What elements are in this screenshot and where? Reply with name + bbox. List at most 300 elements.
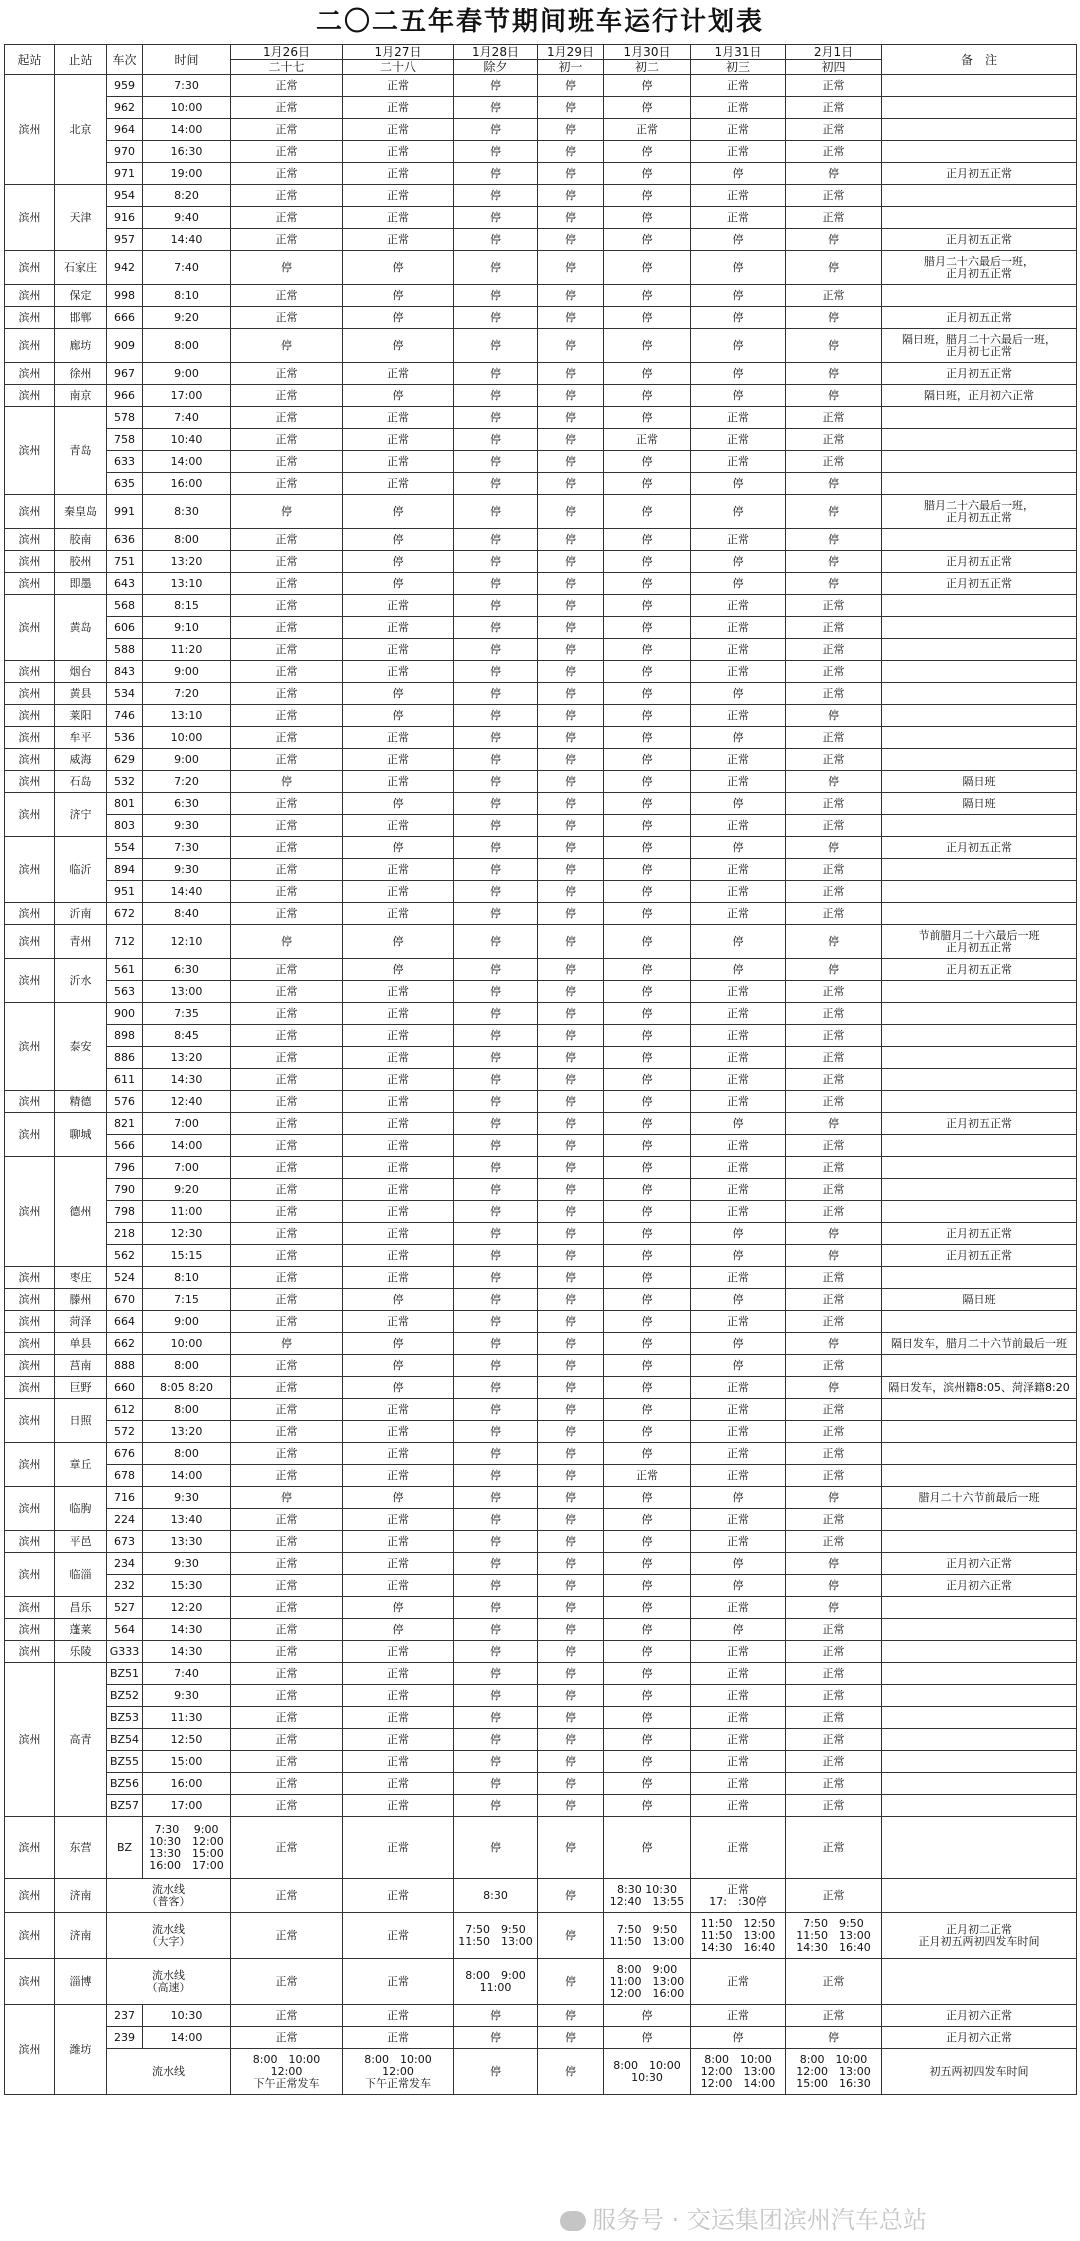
status-cell: 停 (604, 771, 691, 793)
status-cell: 正常 (343, 661, 454, 683)
remark-cell: 正月初五正常 (882, 1223, 1077, 1245)
status-cell: 停 (691, 385, 786, 407)
origin-station: 滨州 (5, 1311, 55, 1333)
status-cell: 停 (454, 1333, 538, 1355)
status-cell: 正常 (786, 119, 882, 141)
train-number: 612 (107, 1399, 143, 1421)
departure-time: 10:40 (143, 429, 231, 451)
origin-station: 滨州 (5, 1619, 55, 1641)
remark-cell: 腊月二十六最后一班， 正月初五正常 (882, 251, 1077, 285)
status-cell: 正常 (343, 75, 454, 97)
status-cell: 停 (538, 595, 604, 617)
departure-time: 9:30 (143, 859, 231, 881)
status-cell: 正常 (786, 859, 882, 881)
status-cell: 停 (454, 529, 538, 551)
status-cell: 停 (786, 1113, 882, 1135)
destination-station: 黄岛 (55, 595, 107, 661)
status-cell: 停 (343, 837, 454, 859)
status-cell: 正常 (343, 1223, 454, 1245)
destination-station: 淄博 (55, 1959, 107, 2005)
status-cell: 停 (538, 1597, 604, 1619)
status-cell: 正常 (343, 1091, 454, 1113)
departure-time: 15:00 (143, 1751, 231, 1773)
status-cell: 正常 (343, 617, 454, 639)
status-cell: 停 (538, 1913, 604, 1959)
status-cell: 停 (604, 185, 691, 207)
table-row (5, 617, 1077, 639)
origin-station: 滨州 (5, 1003, 55, 1091)
status-cell: 正常 (343, 1157, 454, 1179)
status-cell: 正常 (231, 141, 343, 163)
table-row (5, 229, 1077, 251)
status-cell: 正常 (231, 1913, 343, 1959)
status-cell: 停 (786, 1245, 882, 1267)
status-cell: 停 (538, 251, 604, 285)
departure-time: 9:20 (143, 307, 231, 329)
status-cell: 停 (691, 1575, 786, 1597)
train-number: 643 (107, 573, 143, 595)
status-cell: 停 (538, 793, 604, 815)
table-row (5, 207, 1077, 229)
status-cell: 正常 (786, 207, 882, 229)
status-cell: 正常 (691, 749, 786, 771)
origin-station: 滨州 (5, 363, 55, 385)
status-cell: 正常 (691, 1157, 786, 1179)
table-row (5, 1913, 1077, 1959)
origin-station: 滨州 (5, 1597, 55, 1619)
status-cell: 停 (538, 1959, 604, 2005)
status-cell: 正常 (231, 815, 343, 837)
status-cell: 停 (538, 97, 604, 119)
status-cell: 正常 (231, 1575, 343, 1597)
train-number: BZ57 (107, 1795, 143, 1817)
departure-time: 9:00 (143, 363, 231, 385)
status-cell: 停 (786, 1333, 882, 1355)
service-account-icon (560, 2211, 586, 2231)
status-cell: 8:00 10:00 12:00 下午正常发车 (343, 2049, 454, 2095)
table-row (5, 1003, 1077, 1025)
remark-cell (882, 1509, 1077, 1531)
remark-cell (882, 1201, 1077, 1223)
departure-time: 6:30 (143, 959, 231, 981)
status-cell: 停 (538, 2027, 604, 2049)
status-cell: 正常 (786, 451, 882, 473)
status-cell: 停 (604, 1069, 691, 1091)
destination-station: 沂南 (55, 903, 107, 925)
destination-station: 高青 (55, 1663, 107, 1817)
train-number: 527 (107, 1597, 143, 1619)
status-cell: 停 (604, 2027, 691, 2049)
status-cell: 停 (786, 1487, 882, 1509)
departure-time: 10:00 (143, 1333, 231, 1355)
status-cell: 停 (786, 163, 882, 185)
status-cell: 7:50 9:50 11:50 13:00 (604, 1913, 691, 1959)
status-cell: 停 (691, 1487, 786, 1509)
table-row (5, 881, 1077, 903)
departure-time: 7:30 (143, 75, 231, 97)
table-row (5, 661, 1077, 683)
status-cell: 停 (454, 1091, 538, 1113)
train-number: 572 (107, 1421, 143, 1443)
header-lunar-date: 初四 (786, 60, 882, 75)
status-cell: 停 (343, 529, 454, 551)
remark-cell: 隔日发车，腊月二十六节前最后一班 (882, 1333, 1077, 1355)
status-cell: 正常 (231, 1025, 343, 1047)
remark-cell (882, 683, 1077, 705)
destination-station: 单县 (55, 1333, 107, 1355)
status-cell: 停 (231, 925, 343, 959)
status-cell: 停 (538, 1311, 604, 1333)
header-remark: 备 注 (882, 45, 1077, 75)
status-cell: 正常 (231, 661, 343, 683)
status-cell: 停 (454, 749, 538, 771)
status-cell: 停 (604, 1729, 691, 1751)
status-cell: 正常 (786, 1003, 882, 1025)
status-cell: 停 (454, 959, 538, 981)
table-row (5, 1333, 1077, 1355)
train-number: 716 (107, 1487, 143, 1509)
departure-time: 13:20 (143, 1421, 231, 1443)
header-date: 1月29日 (538, 45, 604, 60)
train-number: 676 (107, 1443, 143, 1465)
status-cell: 正常 (691, 1641, 786, 1663)
table-row (5, 925, 1077, 959)
status-cell: 正常 (691, 1091, 786, 1113)
remark-cell (882, 119, 1077, 141)
table-row (5, 771, 1077, 793)
destination-station: 巨野 (55, 1377, 107, 1399)
table-header (5, 45, 1077, 75)
train-number: 629 (107, 749, 143, 771)
origin-station: 滨州 (5, 573, 55, 595)
header-destination: 止站 (55, 45, 107, 75)
page-title: 二〇二五年春节期间班车运行计划表 (315, 7, 764, 37)
table-row (5, 1729, 1077, 1751)
table-row (5, 1575, 1077, 1597)
remark-cell (882, 903, 1077, 925)
status-cell: 停 (454, 551, 538, 573)
status-cell: 正常 (691, 1201, 786, 1223)
table-row (5, 1245, 1077, 1267)
status-cell: 停 (604, 1267, 691, 1289)
destination-station: 保定 (55, 285, 107, 307)
origin-station: 滨州 (5, 251, 55, 285)
table-row (5, 1223, 1077, 1245)
status-cell: 停 (604, 207, 691, 229)
status-cell: 停 (691, 163, 786, 185)
departure-time: 15:15 (143, 1245, 231, 1267)
departure-time: 19:00 (143, 163, 231, 185)
destination-station: 蓬莱 (55, 1619, 107, 1641)
departure-time: 9:10 (143, 617, 231, 639)
departure-time: 7:00 (143, 1113, 231, 1135)
status-cell: 停 (691, 837, 786, 859)
status-cell: 正常 (231, 1531, 343, 1553)
origin-station: 滨州 (5, 1355, 55, 1377)
status-cell: 正常 (691, 1509, 786, 1531)
status-cell: 停 (538, 229, 604, 251)
status-cell: 停 (343, 1289, 454, 1311)
status-cell: 停 (538, 1619, 604, 1641)
status-cell: 正常 (343, 1003, 454, 1025)
train-number: 239 (107, 2027, 143, 2049)
status-cell: 停 (786, 385, 882, 407)
status-cell: 停 (538, 385, 604, 407)
status-cell: 停 (604, 859, 691, 881)
status-cell: 正常 (231, 1355, 343, 1377)
table-row (5, 285, 1077, 307)
departure-time: 8:30 (143, 495, 231, 529)
status-cell: 正常 (231, 1157, 343, 1179)
status-cell: 停 (691, 285, 786, 307)
table-row (5, 163, 1077, 185)
remark-cell: 正月初五正常 (882, 573, 1077, 595)
remark-cell (882, 1707, 1077, 1729)
table-row (5, 705, 1077, 727)
destination-station: 徐州 (55, 363, 107, 385)
train-number: 606 (107, 617, 143, 639)
remark-cell (882, 1959, 1077, 2005)
status-cell: 正常 (691, 119, 786, 141)
status-cell: 停 (454, 1465, 538, 1487)
status-cell: 停 (604, 1047, 691, 1069)
status-cell: 停 (604, 1355, 691, 1377)
status-cell: 正常 (231, 1773, 343, 1795)
status-cell: 停 (538, 285, 604, 307)
status-cell: 停 (538, 329, 604, 363)
destination-station: 即墨 (55, 573, 107, 595)
origin-station: 滨州 (5, 771, 55, 793)
status-cell: 正常 17: :30停 (691, 1879, 786, 1913)
status-cell: 正常 (786, 1135, 882, 1157)
status-cell: 停 (454, 837, 538, 859)
departure-time: 9:00 (143, 661, 231, 683)
train-number: 536 (107, 727, 143, 749)
departure-time: 14:00 (143, 2027, 231, 2049)
status-cell: 停 (691, 573, 786, 595)
status-cell: 停 (538, 1817, 604, 1879)
status-cell: 正常 (691, 1421, 786, 1443)
status-cell: 停 (604, 573, 691, 595)
destination-station: 牟平 (55, 727, 107, 749)
origin-station: 滨州 (5, 529, 55, 551)
remark-cell: 正月初五正常 (882, 163, 1077, 185)
status-cell: 正常 (343, 207, 454, 229)
departure-time: 7:15 (143, 1289, 231, 1311)
status-cell: 停 (538, 363, 604, 385)
status-cell: 停 (538, 1135, 604, 1157)
table-row (5, 141, 1077, 163)
table-row (5, 1179, 1077, 1201)
departure-time: 8:00 (143, 329, 231, 363)
remark-cell (882, 749, 1077, 771)
remark-cell (882, 207, 1077, 229)
status-cell: 正常 (231, 185, 343, 207)
status-cell: 停 (604, 1597, 691, 1619)
table-row (5, 1751, 1077, 1773)
status-cell: 正常 (231, 727, 343, 749)
departure-time: 12:50 (143, 1729, 231, 1751)
status-cell: 停 (604, 551, 691, 573)
remark-cell: 正月初六正常 (882, 2027, 1077, 2049)
status-cell: 正常 (343, 2027, 454, 2049)
status-cell: 正常 (231, 749, 343, 771)
status-cell: 停 (538, 1685, 604, 1707)
origin-station: 滨州 (5, 1663, 55, 1817)
status-cell: 正常 (786, 1707, 882, 1729)
train-number: 633 (107, 451, 143, 473)
origin-station: 滨州 (5, 1487, 55, 1531)
status-cell: 正常 (231, 1553, 343, 1575)
destination-station: 临沂 (55, 837, 107, 903)
origin-station: 滨州 (5, 495, 55, 529)
status-cell: 停 (691, 1245, 786, 1267)
table-row (5, 451, 1077, 473)
table-row (5, 1069, 1077, 1091)
departure-time: 7:40 (143, 251, 231, 285)
train-number: 662 (107, 1333, 143, 1355)
status-cell: 停 (538, 495, 604, 529)
status-cell: 正常 (343, 1113, 454, 1135)
status-cell: 正常 (231, 617, 343, 639)
remark-cell: 隔日班，腊月二十六最后一班， 正月初七正常 (882, 329, 1077, 363)
origin-station: 滨州 (5, 1399, 55, 1443)
status-cell: 正常 (691, 97, 786, 119)
status-cell: 停 (691, 1553, 786, 1575)
status-cell: 停 (538, 529, 604, 551)
status-cell: 停 (454, 793, 538, 815)
departure-time: 7:35 (143, 1003, 231, 1025)
departure-time: 12:20 (143, 1597, 231, 1619)
status-cell: 停 (454, 2049, 538, 2095)
remark-cell (882, 1729, 1077, 1751)
remark-cell: 隔日班 (882, 1289, 1077, 1311)
status-cell: 正常 (786, 981, 882, 1003)
train-number: 821 (107, 1113, 143, 1135)
status-cell: 停 (604, 705, 691, 727)
status-cell: 停 (691, 683, 786, 705)
departure-time: 13:40 (143, 1509, 231, 1531)
status-cell: 停 (786, 1223, 882, 1245)
departure-time: 14:40 (143, 229, 231, 251)
header-lunar-date: 初二 (604, 60, 691, 75)
status-cell: 正常 (691, 407, 786, 429)
status-cell: 停 (691, 793, 786, 815)
destination-station: 威海 (55, 749, 107, 771)
status-cell: 正常 (343, 119, 454, 141)
status-cell: 停 (538, 617, 604, 639)
train-number: 237 (107, 2005, 143, 2027)
status-cell: 停 (604, 1531, 691, 1553)
remark-cell (882, 407, 1077, 429)
departure-time: 8:00 (143, 1443, 231, 1465)
departure-time: 12:40 (143, 1091, 231, 1113)
status-cell: 停 (538, 407, 604, 429)
status-cell: 停 (454, 1355, 538, 1377)
status-cell: 停 (454, 573, 538, 595)
remark-cell: 正月初五正常 (882, 229, 1077, 251)
header-lunar-date: 二十八 (343, 60, 454, 75)
departure-time: 14:00 (143, 1135, 231, 1157)
departure-time: 13:10 (143, 573, 231, 595)
status-cell: 正常 (343, 1179, 454, 1201)
table-row (5, 1047, 1077, 1069)
status-cell: 正常 (786, 1751, 882, 1773)
status-cell: 停 (454, 1399, 538, 1421)
status-cell: 停 (786, 925, 882, 959)
departure-time: 8:40 (143, 903, 231, 925)
status-cell: 正常 (343, 1959, 454, 2005)
status-cell: 正常 (231, 1751, 343, 1773)
status-cell: 正常 (231, 1465, 343, 1487)
train-number: 673 (107, 1531, 143, 1553)
train-number: 970 (107, 141, 143, 163)
status-cell: 正常 (691, 207, 786, 229)
status-cell: 停 (604, 1179, 691, 1201)
table-row (5, 1399, 1077, 1421)
status-cell: 停 (604, 1641, 691, 1663)
departure-time: 10:00 (143, 727, 231, 749)
status-cell: 停 (604, 981, 691, 1003)
status-cell: 正常 (691, 981, 786, 1003)
status-cell: 停 (538, 881, 604, 903)
status-cell: 停 (538, 75, 604, 97)
status-cell: 正常 (691, 639, 786, 661)
status-cell: 正常 (343, 727, 454, 749)
status-cell: 正常 (343, 163, 454, 185)
status-cell: 正常 (231, 1707, 343, 1729)
header-date: 1月26日 (231, 45, 343, 60)
status-cell: 停 (538, 1531, 604, 1553)
table-row (5, 119, 1077, 141)
destination-station: 青州 (55, 925, 107, 959)
remark-cell (882, 1091, 1077, 1113)
status-cell: 正常 (343, 1729, 454, 1751)
train-number: BZ51 (107, 1663, 143, 1685)
status-cell: 正常 (786, 141, 882, 163)
status-cell: 停 (604, 925, 691, 959)
status-cell: 停 (343, 1597, 454, 1619)
destination-station: 昌乐 (55, 1597, 107, 1619)
status-cell: 正常 (343, 1553, 454, 1575)
table-row (5, 1421, 1077, 1443)
origin-station: 滨州 (5, 705, 55, 727)
status-cell: 正常 (343, 1443, 454, 1465)
table-row (5, 1685, 1077, 1707)
status-cell: 正常 (231, 1069, 343, 1091)
train-number: 900 (107, 1003, 143, 1025)
status-cell: 正常 (343, 1879, 454, 1913)
status-cell: 停 (454, 2027, 538, 2049)
status-cell: 正常 (786, 727, 882, 749)
remark-cell (882, 1531, 1077, 1553)
status-cell: 停 (538, 749, 604, 771)
status-cell: 停 (538, 1289, 604, 1311)
table-row (5, 573, 1077, 595)
header-date: 1月28日 (454, 45, 538, 60)
status-cell: 停 (786, 1377, 882, 1399)
train-number: 666 (107, 307, 143, 329)
origin-station: 滨州 (5, 1333, 55, 1355)
remark-cell (882, 75, 1077, 97)
train-number: 524 (107, 1267, 143, 1289)
train-number: 611 (107, 1069, 143, 1091)
status-cell: 停 (454, 141, 538, 163)
status-cell: 正常 (343, 1399, 454, 1421)
remark-cell: 初五两初四发车时间 (882, 2049, 1077, 2095)
train-number: 959 (107, 75, 143, 97)
status-cell: 停 (538, 1157, 604, 1179)
